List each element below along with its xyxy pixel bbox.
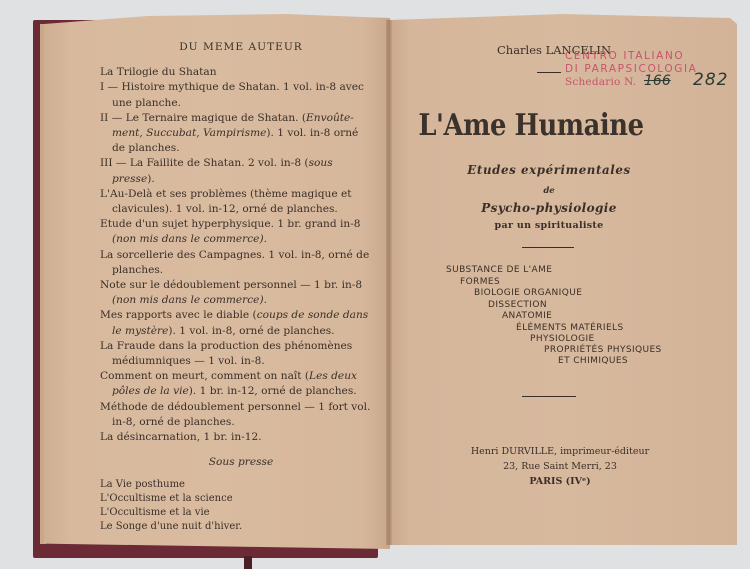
work-item [100,111,382,126]
library-stamp [565,50,697,89]
work-item: La sorcellerie des Campagnes. 1 vol. in-8, orné de [100,248,370,261]
work-item-cont [100,172,382,187]
publisher-address: 23, Rue Saint Merri, 23 [503,461,617,472]
work-italic: ment, Succubat, Vampirisme [112,127,267,140]
work-item-cont: planches. [112,263,164,276]
work-item: La désincarnation, 1 br. in-12. [100,431,262,444]
work-text: II — Le Ternaire magique de Shatan. ( [100,111,307,124]
work-item-cont [100,126,382,141]
work-item-cont [100,232,382,247]
work-text: ). 1 vol. in-8 orné [266,127,359,140]
work-item-cont: médiumniques — 1 vol. in-8. [112,355,265,368]
other-works-heading: DU MEME AUTEUR [179,41,303,53]
work-item: Etude d'un sujet hyperphysique. 1 br. grand in-8 [100,218,361,231]
work-italic: sous [308,157,333,170]
work-italic: Envoûte- [306,111,354,124]
work-italic: Les deux [309,370,357,383]
work-italic: presse [112,172,148,185]
stamp-line-1: CENTRO ITALIANO [565,50,685,62]
contents-line: DISSECTION [488,300,547,310]
subtitle-studies: Etudes expérimentales [467,163,631,177]
subtitle-de: de [543,186,555,196]
contents-line: ÉLÉMENTS MATÉRIELS [516,323,624,333]
work-italic: (non mis dans le commerce) [112,294,264,307]
work-item-cont: une planche. [112,96,181,109]
contents-line: BIOLOGIE ORGANIQUE [474,288,583,298]
author-name: Charles LANCELIN [497,43,612,57]
bookmark-ribbon [244,556,252,569]
work-text: Mes rapports avec le diable ( [100,309,257,322]
work-item: L'Au-Delà et ses problèmes (thème magique et [100,187,352,200]
work-text: . [263,233,267,246]
work-item: Méthode de dédoublement personnel — 1 fort vol. [100,400,371,413]
book-title: L'Ame Humaine [418,108,644,143]
work-italic: (non mis dans le commerce) [112,233,264,246]
work-italic: pôles de la vie [112,385,189,398]
contents-line: SUBSTANCE DE L'AME [446,265,553,275]
work-item-cont [100,384,382,399]
subtitle-psycho-physiologie: Psycho-physiologie [481,201,617,215]
work-italic: le mystère [112,324,169,337]
stamp-line-3: Schedario N. [565,76,637,88]
in-press-item: L'Occultisme et la science [100,493,233,505]
work-item-cont: in-8, orné de planches. [112,415,235,428]
contents-line: PROPRIÉTÉS PHYSIQUES [544,345,662,355]
work-text: . [263,294,267,307]
work-text: ). [147,172,155,185]
contents-line: FORMES [460,277,501,287]
work-item: La Trilogie du Shatan [100,66,217,79]
work-text: ). 1 vol. in-8, orné de planches. [168,324,335,337]
work-item-cont: clavicules). 1 vol. in-12, orné de planches. [112,203,338,216]
subtitle-spiritualist: par un spiritualiste [494,220,604,231]
work-item-cont: de planches. [112,142,180,155]
in-press-item: Le Songe d'une nuit d'hiver. [100,521,243,533]
work-item [100,308,382,323]
work-italic: coups de sonde dans [256,309,369,322]
work-item-cont [100,293,382,308]
work-item: Note sur le dédoublement personnel — 1 br. in-8 [100,279,363,292]
work-text: III — La Faillite de Shatan. 2 vol. in-8 ( [100,157,309,170]
publisher-city: PARIS (IVᵉ) [529,476,591,487]
in-press-heading: Sous presse [208,456,274,469]
divider-rule [522,247,574,248]
contents-line: ET CHIMIQUES [558,356,629,366]
contents-line: PHYSIOLOGIE [530,334,595,344]
book-gutter [386,20,392,545]
work-item: La Fraude dans la production des phénomènes [100,339,353,352]
contents-line: ANATOMIE [502,311,553,321]
handwritten-struck-number: 166 [644,73,671,89]
work-text: ). 1 br. in-12, orné de planches. [188,385,357,398]
divider-rule [522,396,576,397]
work-item [100,369,382,384]
stamp-underline [537,72,561,73]
handwritten-catalog-number: 282 [693,70,729,90]
work-item: I — Histoire mythique de Shatan. 1 vol. in-8 avec [100,81,364,94]
other-works-list [100,40,382,534]
in-press-item: L'Occultisme et la vie [100,507,210,519]
stamp-line-2: DI PARAPSICOLOGIA [565,63,698,75]
work-item [100,156,382,171]
in-press-item: La Vie posthume [100,479,185,491]
publisher-name: Henri DURVILLE, imprimeur-éditeur [470,446,650,457]
work-text: Comment on meurt, comment on naît ( [100,370,310,383]
work-item-cont [100,324,382,339]
